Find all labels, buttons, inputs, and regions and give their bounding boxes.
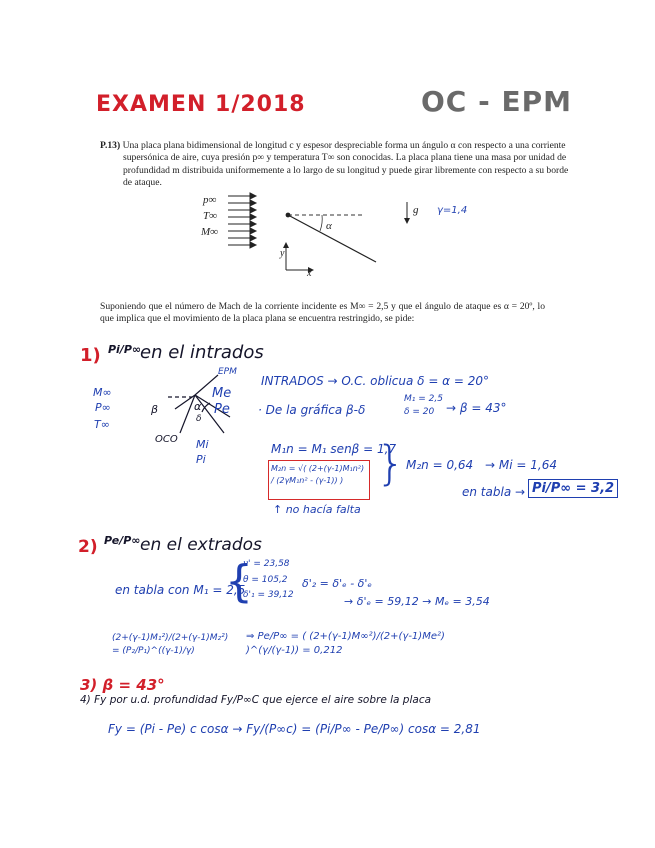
flat-plate	[288, 215, 376, 262]
sketch-pi: Pi	[196, 453, 206, 466]
sketch-delta: δ	[196, 414, 202, 424]
sketch-m-inf: M∞	[93, 386, 112, 399]
problem-question: Suponiendo que el número de Mach de la corriente incidente es M∞ = 2,5 y que el ángulo de ataque es α = 20º, lo que implica que el movimiento de la placa plana se encuentra restringido, se pide:	[100, 301, 545, 325]
brand-title: OC - EPM	[421, 85, 572, 118]
part2-fraction: Pe/P∞	[104, 534, 141, 547]
sketch-p-inf: P∞	[95, 401, 111, 414]
part1-m2n-result: M₂n = 0,64	[406, 458, 474, 472]
part2-delta-calc: δ'₂ = δ'ₑ - δ'ₑ	[302, 577, 373, 590]
part1-beta-result: → β = 43°	[446, 401, 507, 415]
sketch-t-inf: T∞	[94, 418, 110, 431]
problem-statement	[100, 140, 573, 189]
exam-title: EXAMEN 1/2018	[96, 92, 306, 117]
problem-text: Una placa plana bidimensional de longitud c y espesor despreciable forma un ángulo α con respecto a una corriente supersónica de aire, cuya presión p∞ y temperatura T∞ son conocidas. La placa plana tiene una masa por unidad de profundidad m distribuida uniformemente a lo largo de su longitud y puede girar libremente con respecto a su borde de ataque.	[122, 140, 569, 188]
part2-heading: en el extrados	[140, 535, 262, 555]
problem-figure	[190, 190, 480, 280]
part2-brace: {	[225, 556, 253, 607]
part1-en-tabla: en tabla →	[462, 485, 526, 499]
problem-number: P.13)	[100, 140, 121, 151]
part4-line: 4) Fy por u.d. profundidad Fy/P∞C que ejerce el aire sobre la placa	[80, 694, 432, 706]
part2-eq-right: ⇒ Pe/P∞ = ( (2+(γ-1)M∞²)/(2+(γ-1)Me²) )^(γ/(γ-1)) = 0,212	[246, 631, 445, 656]
fig-t-label: T∞	[203, 210, 217, 222]
part1-brace-b: δ = 20	[404, 407, 435, 417]
part3-text: 3) β = 43°	[80, 676, 165, 694]
fig-p-label: p∞	[203, 194, 217, 206]
shock-sketch	[120, 365, 260, 455]
part1-brace-a: M₁ = 2,5	[404, 394, 443, 404]
part1-mi-result: → Mi = 1,64	[485, 458, 557, 472]
fig-gamma-note: γ=1,4	[437, 205, 468, 216]
part2-table-c: δ'₁ = 39,12	[243, 590, 294, 600]
part1-line2-left: · De la gráfica β-δ	[258, 403, 366, 417]
part2-number: 2)	[78, 537, 98, 557]
part2-table-intro: en tabla con M₁ = 2,5	[115, 583, 246, 597]
part1-fraction: Pi/P∞	[108, 343, 142, 356]
sketch-beta: β	[151, 403, 159, 416]
part1-line1: INTRADOS → O.C. oblicua δ = α = 20°	[261, 374, 490, 388]
part1-number: 1)	[80, 345, 101, 366]
part1-ratio-result: Pi/P∞ = 3,2	[528, 479, 618, 498]
sketch-pe: Pe	[214, 402, 230, 417]
part3-line	[80, 676, 165, 694]
sketch-alpha: α	[194, 400, 202, 413]
part2-delta-result: → δ'ₑ = 59,12 → Mₑ = 3,54	[344, 595, 490, 608]
pivot-point	[286, 213, 291, 218]
fig-y-label: y	[280, 248, 285, 259]
fig-alpha-label: α	[326, 220, 332, 232]
fig-g-label: g	[413, 204, 419, 216]
part2-eq-left: (2+(γ-1)M₁²)/(2+(γ-1)M₂²) = (P₂/P₁)^((γ-1)/γ)	[112, 633, 229, 656]
fig-x-label: x	[307, 268, 312, 279]
sketch-epm: EPM	[218, 367, 237, 377]
part1-boxed-formula: M₂n = √( (2+(γ-1)M₁n²) / (2γM₁n² - (γ-1)) )	[268, 460, 370, 500]
flow-arrows	[228, 193, 256, 248]
fig-m-label: M∞	[201, 226, 219, 238]
part1-line3: M₁n = M₁ senβ = 1,7	[271, 442, 397, 456]
part2-table-a: ν' = 23,58	[243, 559, 290, 569]
part4-formula: Fy = (Pi - Pe) c cosα → Fy/(P∞c) = (Pi/P∞ - Pe/P∞) cosα = 2,81	[108, 722, 481, 736]
part1-note: ↑ no hacía falta	[273, 503, 361, 516]
part1-brace-symbol: }	[376, 436, 406, 490]
sketch-mi: Mi	[196, 438, 209, 451]
sketch-oco: OCO	[155, 434, 178, 445]
sketch-me: Me	[212, 386, 232, 401]
part2-table-b: θ = 105,2	[243, 575, 288, 585]
part1-heading: en el intrados	[140, 342, 264, 363]
